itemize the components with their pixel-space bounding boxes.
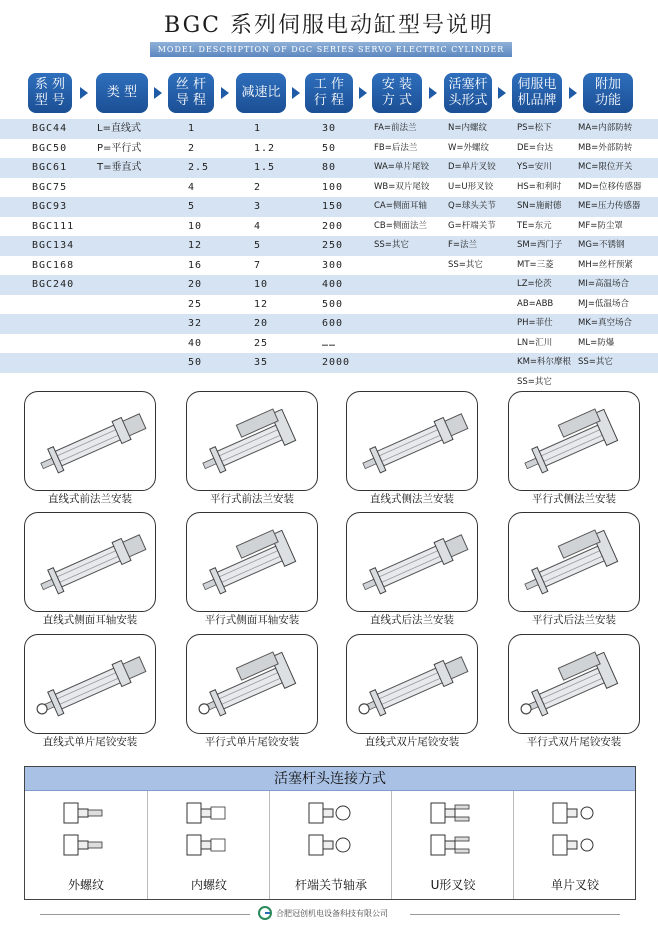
table-cell-motor: TE=东元 xyxy=(517,220,552,231)
table-cell-ratio: 12 xyxy=(254,298,269,310)
mount-caption: 直线式双片尾铰安装 xyxy=(364,736,460,748)
rod-end-section xyxy=(24,766,636,900)
single-clevis-icon xyxy=(549,799,601,861)
table-cell-mounting: FA=前法兰 xyxy=(374,123,417,133)
table-cell-options: MJ=低温场合 xyxy=(578,298,629,309)
table-cell-motor: SM=西门子 xyxy=(517,240,563,250)
electric-cylinder-icon xyxy=(31,519,151,607)
table-cell-motor: MT=三菱 xyxy=(517,259,554,270)
table-cell-options: MG=不锈钢 xyxy=(578,240,625,250)
table-cell-motor: PS=松下 xyxy=(517,123,552,133)
mount-option xyxy=(186,634,318,749)
table-cell-ratio: 1 xyxy=(254,123,262,134)
mount-caption: 直线式侧面耳轴安装 xyxy=(42,614,138,626)
electric-cylinder-icon xyxy=(193,398,313,486)
table-cell-mounting: SS=其它 xyxy=(374,240,409,250)
table-cell-lead: 2.5 xyxy=(188,162,210,173)
mount-illustration-frame xyxy=(186,391,318,491)
mount-option xyxy=(24,634,156,749)
table-cell-lead: 40 xyxy=(188,337,203,349)
rod-end-label: 外螺纹 xyxy=(67,878,104,892)
table-row xyxy=(0,236,658,256)
table-row xyxy=(0,353,658,373)
table-cell-lead: 2 xyxy=(188,142,196,154)
mount-option xyxy=(346,512,478,627)
table-cell-mounting: WA=单片尾铰 xyxy=(374,162,429,172)
table-cell-rod-end: SS=其它 xyxy=(448,259,483,270)
table-cell-stroke: 400 xyxy=(322,279,344,290)
table-cell-lead: 25 xyxy=(188,298,203,310)
table-cell-mounting: FB=后法兰 xyxy=(374,142,418,153)
table-cell-lead: 4 xyxy=(188,181,196,193)
table-cell-model: BGC44 xyxy=(32,123,68,134)
table-cell-type: P=平行式 xyxy=(97,142,142,154)
table-cell-lead: 16 xyxy=(188,259,203,271)
table-cell-ratio: 5 xyxy=(254,240,262,251)
header-code-9: 附加 功能 xyxy=(583,73,633,113)
table-cell-type: T=垂直式 xyxy=(97,162,142,173)
table-cell-stroke: 50 xyxy=(322,142,337,154)
table-row xyxy=(0,256,658,276)
table-cell-model: BGC168 xyxy=(32,259,75,271)
table-cell-rod-end: D=单片叉铰 xyxy=(448,162,496,172)
table-cell-lead: 32 xyxy=(188,318,203,329)
rod-end-label: 内螺纹 xyxy=(190,878,227,892)
table-cell-stroke: 250 xyxy=(322,240,344,251)
table-cell-ratio: 10 xyxy=(254,279,269,290)
electric-cylinder-icon xyxy=(31,641,151,729)
rod-end-option xyxy=(513,791,635,899)
table-cell-model: BGC50 xyxy=(32,142,68,154)
table-row xyxy=(0,139,658,159)
header-code-8: 伺服电 机品牌 xyxy=(512,73,562,113)
table-cell-lead: 1 xyxy=(188,123,196,134)
arrow-right-icon xyxy=(569,87,577,99)
mount-illustration-frame xyxy=(508,391,640,491)
electric-cylinder-icon xyxy=(353,641,473,729)
table-cell-motor: LZ=伦茨 xyxy=(517,279,552,289)
mount-option xyxy=(508,634,640,749)
mount-caption: 平行式侧面耳轴安装 xyxy=(204,614,300,626)
table-cell-rod-end: Q=球头关节 xyxy=(448,201,496,211)
mount-caption: 直线式单片尾铰安装 xyxy=(42,736,138,748)
table-cell-lead: 5 xyxy=(188,201,196,212)
table-row xyxy=(0,197,658,217)
table-cell-options: MC=限位开关 xyxy=(578,162,633,172)
mount-illustration-frame xyxy=(186,634,318,734)
mount-illustration-frame xyxy=(346,512,478,612)
company-logo-icon xyxy=(258,906,272,920)
mount-caption: 平行式双片尾铰安装 xyxy=(526,736,622,748)
mount-caption: 平行式侧法兰安装 xyxy=(532,493,616,505)
rod-end-option xyxy=(269,791,391,899)
arrow-right-icon xyxy=(154,87,162,99)
table-cell-stroke: 2000 xyxy=(322,357,351,368)
mount-option xyxy=(346,634,478,749)
header-code-7: 活塞杆 头形式 xyxy=(444,73,492,113)
electric-cylinder-icon xyxy=(353,519,473,607)
table-cell-stroke: 600 xyxy=(322,318,344,329)
table-cell-stroke: 30 xyxy=(322,123,337,134)
option-table xyxy=(0,119,658,392)
company-name: 合肥冠创机电设备科技有限公司 xyxy=(276,909,388,918)
arrow-right-icon xyxy=(498,87,506,99)
table-cell-motor: HS=和利时 xyxy=(517,181,562,192)
table-cell-motor: AB=ABB xyxy=(517,298,554,309)
table-cell-ratio: 4 xyxy=(254,220,262,232)
header-code-6: 安 装 方 式 xyxy=(372,73,422,113)
table-cell-options: MA=内部防转 xyxy=(578,123,633,133)
table-cell-lead: 12 xyxy=(188,240,203,251)
table-cell-stroke: 150 xyxy=(322,201,344,212)
table-cell-ratio: 7 xyxy=(254,259,262,271)
electric-cylinder-icon xyxy=(353,398,473,486)
mount-option xyxy=(346,391,478,506)
header-code-1: 系 列 型 号 xyxy=(28,73,72,113)
table-cell-options: MD=位移传感器 xyxy=(578,181,642,192)
mount-option xyxy=(508,391,640,506)
arrow-right-icon xyxy=(429,87,437,99)
table-cell-rod-end: W=外螺纹 xyxy=(448,142,490,153)
mount-illustration-frame xyxy=(24,634,156,734)
header-code-3: 丝 杆 导 程 xyxy=(168,73,214,113)
table-cell-stroke: 500 xyxy=(322,298,344,310)
table-cell-stroke: 80 xyxy=(322,162,337,173)
table-cell-model: BGC61 xyxy=(32,162,68,173)
external-thread-icon xyxy=(60,799,112,861)
table-cell-stroke: 100 xyxy=(322,181,344,193)
table-cell-motor: KM=科尔摩根 xyxy=(517,357,572,367)
mount-caption: 平行式前法兰安装 xyxy=(210,493,294,505)
rod-end-option xyxy=(391,791,513,899)
mount-illustration-frame xyxy=(24,391,156,491)
table-cell-options: MI=高温场合 xyxy=(578,279,629,289)
rod-end-label: 杆端关节轴承 xyxy=(294,878,367,892)
electric-cylinder-icon xyxy=(515,398,635,486)
table-cell-options: ME=压力传感器 xyxy=(578,201,641,211)
table-cell-stroke: 300 xyxy=(322,259,344,271)
table-cell-rod-end: U=U形叉铰 xyxy=(448,181,494,192)
mount-option xyxy=(508,512,640,627)
table-cell-mounting: CB=侧面法兰 xyxy=(374,220,427,231)
table-row xyxy=(0,314,658,334)
table-cell-mounting: CA=侧面耳轴 xyxy=(374,201,427,211)
table-cell-rod-end: G=杆端关节 xyxy=(448,220,496,231)
electric-cylinder-icon xyxy=(515,519,635,607)
table-cell-lead: 50 xyxy=(188,357,203,368)
footer-divider-left xyxy=(40,914,250,915)
table-cell-lead: 10 xyxy=(188,220,203,232)
rod-end-title: 活塞杆头连接方式 xyxy=(25,767,635,791)
header-code-4: 减速比 xyxy=(236,73,286,113)
mount-caption: 直线式前法兰安装 xyxy=(48,493,132,505)
footer-divider-right xyxy=(410,914,620,915)
page-subtitle: MODEL DESCRIPTION OF DGC SERIES SERVO ELECTRIC CYLINDER xyxy=(150,42,512,57)
table-cell-options: MF=防尘罩 xyxy=(578,220,623,231)
arrow-right-icon xyxy=(292,87,300,99)
table-row xyxy=(0,178,658,198)
mount-illustration-frame xyxy=(508,512,640,612)
mount-caption: 直线式侧法兰安装 xyxy=(370,493,454,505)
table-row xyxy=(0,275,658,295)
header-code-row xyxy=(0,73,658,113)
internal-thread-icon xyxy=(183,799,235,861)
table-cell-options: SS=其它 xyxy=(578,357,613,367)
mount-illustration-frame xyxy=(186,512,318,612)
table-cell-options: ML=防爆 xyxy=(578,337,615,348)
mount-caption: 直线式后法兰安装 xyxy=(370,614,454,626)
table-cell-options: MK=真空场合 xyxy=(578,318,633,328)
table-row xyxy=(0,217,658,237)
rod-end-option xyxy=(147,791,269,899)
table-cell-ratio: 1.2 xyxy=(254,142,276,154)
table-cell-lead: 20 xyxy=(188,279,203,290)
electric-cylinder-icon xyxy=(193,519,313,607)
mount-illustration-frame xyxy=(24,512,156,612)
electric-cylinder-icon xyxy=(515,641,635,729)
table-cell-options: MH=丝杆预紧 xyxy=(578,259,633,270)
table-cell-ratio: 25 xyxy=(254,337,269,349)
mount-illustration-frame xyxy=(346,634,478,734)
mount-option xyxy=(24,391,156,506)
table-row xyxy=(0,295,658,315)
table-cell-model: BGC111 xyxy=(32,220,75,232)
table-cell-ratio: 2 xyxy=(254,181,262,193)
footer xyxy=(0,906,658,922)
table-cell-model: BGC75 xyxy=(32,181,68,193)
header-code-5: 工 作 行 程 xyxy=(305,73,353,113)
mount-option xyxy=(186,391,318,506)
table-row xyxy=(0,119,658,139)
table-row xyxy=(0,334,658,354)
rod-end-bearing-icon xyxy=(305,799,357,861)
table-cell-ratio: 20 xyxy=(254,318,269,329)
table-cell-rod-end: F=法兰 xyxy=(448,240,478,250)
table-cell-model: BGC240 xyxy=(32,279,75,290)
table-row xyxy=(0,373,658,393)
table-cell-stroke: 200 xyxy=(322,220,344,232)
u-clevis-icon xyxy=(427,799,479,861)
table-cell-motor: YS=安川 xyxy=(517,162,552,172)
mount-option xyxy=(24,512,156,627)
mount-option xyxy=(186,512,318,627)
table-cell-options: MB=外部防转 xyxy=(578,142,633,153)
table-row xyxy=(0,158,658,178)
table-cell-stroke: …… xyxy=(322,337,337,349)
mount-caption: 平行式后法兰安装 xyxy=(532,614,616,626)
mount-illustration-frame xyxy=(346,391,478,491)
arrow-right-icon xyxy=(221,87,229,99)
mount-caption: 平行式单片尾铰安装 xyxy=(204,736,300,748)
table-cell-model: BGC93 xyxy=(32,201,68,212)
rod-end-label: U形叉铰 xyxy=(430,878,476,892)
table-cell-mounting: WB=双片尾铰 xyxy=(374,181,430,192)
table-cell-motor: SS=其它 xyxy=(517,376,552,387)
arrow-right-icon xyxy=(359,87,367,99)
header-code-2: 类 型 xyxy=(96,73,148,113)
table-cell-motor: LN=汇川 xyxy=(517,337,553,348)
table-cell-motor: DE=台达 xyxy=(517,142,554,153)
table-cell-ratio: 3 xyxy=(254,201,262,212)
table-cell-motor: SN=施耐德 xyxy=(517,201,562,211)
table-cell-ratio: 35 xyxy=(254,357,269,368)
table-cell-motor: PH=菲仕 xyxy=(517,318,553,328)
rod-end-label: 单片叉铰 xyxy=(550,878,599,892)
rod-end-option xyxy=(25,791,147,899)
page-title: BGC 系列伺服电动缸型号说明 xyxy=(164,13,494,38)
table-cell-ratio: 1.5 xyxy=(254,162,276,173)
table-cell-type: L=直线式 xyxy=(97,123,141,134)
table-cell-model: BGC134 xyxy=(32,240,75,251)
electric-cylinder-icon xyxy=(31,398,151,486)
table-cell-rod-end: N=内螺纹 xyxy=(448,123,487,133)
mount-illustration-frame xyxy=(508,634,640,734)
electric-cylinder-icon xyxy=(193,641,313,729)
arrow-right-icon xyxy=(80,87,88,99)
